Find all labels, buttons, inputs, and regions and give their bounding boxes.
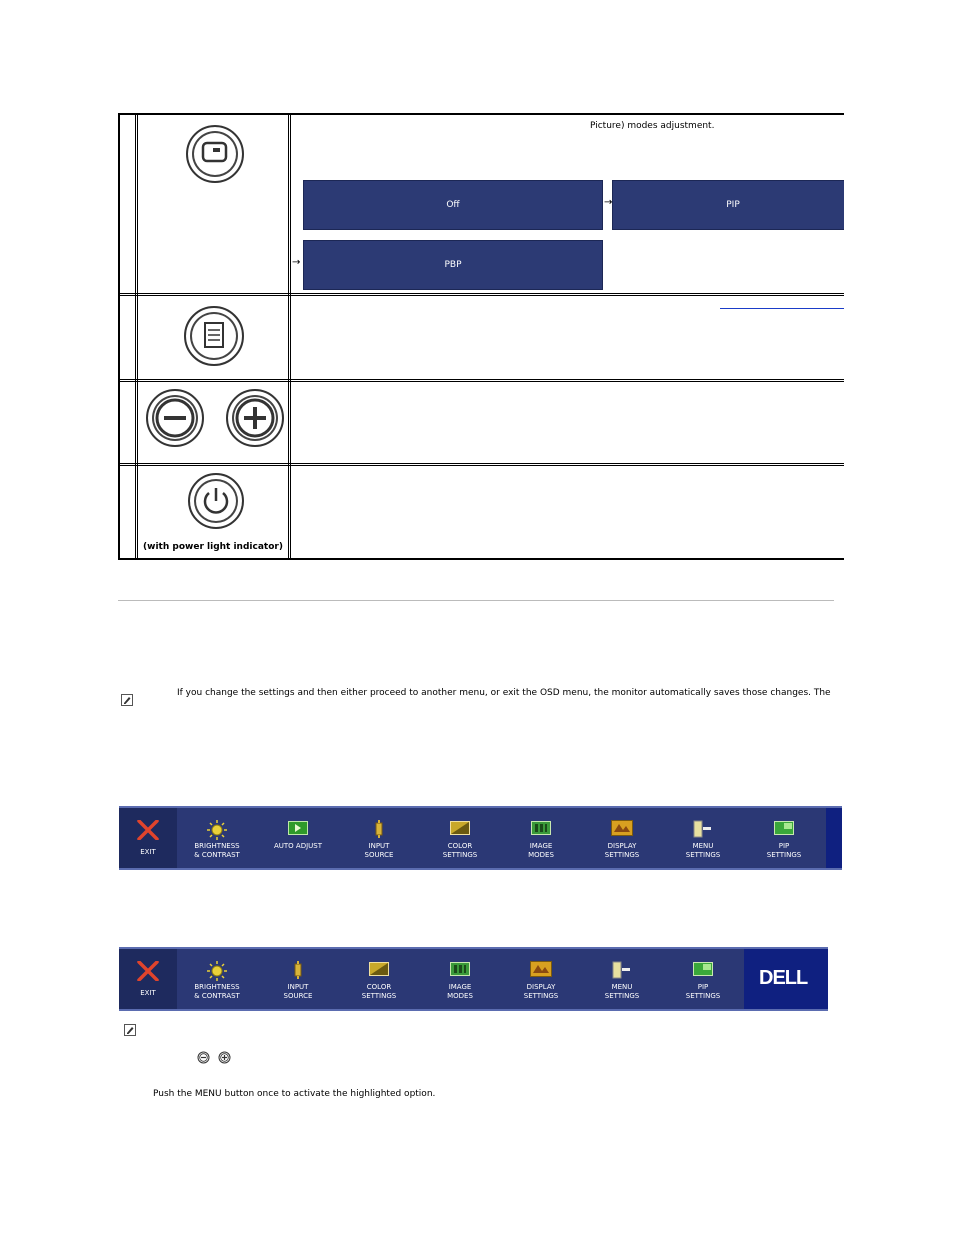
display-settings-icon xyxy=(530,961,552,981)
arrow-icon: → xyxy=(292,257,301,268)
pip-settings-icon xyxy=(774,820,794,839)
osd-item-label: INPUT SOURCE xyxy=(364,842,394,859)
pip-settings-icon xyxy=(693,961,713,980)
auto-adjust-icon xyxy=(288,820,308,839)
pip-mode-off-label: Off xyxy=(446,200,460,210)
osd-item-brightness-contrast[interactable] xyxy=(178,808,256,868)
power-button xyxy=(188,473,244,529)
buttons-table xyxy=(118,113,844,560)
osd-item-input-source[interactable] xyxy=(259,949,337,1009)
menu-settings-icon xyxy=(612,961,632,983)
osd-item-menu-settings[interactable] xyxy=(583,949,661,1009)
osd-item-label: IMAGE MODES xyxy=(528,842,554,859)
osd-item-label: BRIGHTNESS & CONTRAST xyxy=(194,842,240,859)
arrow-icon: → xyxy=(604,197,613,208)
osd-item-label: EXIT xyxy=(140,848,156,856)
row-divider xyxy=(120,465,844,466)
pip-mode-off xyxy=(303,180,603,230)
osd-item-brightness-contrast[interactable] xyxy=(178,949,256,1009)
osd-item-pip-settings[interactable] xyxy=(664,949,742,1009)
column-divider xyxy=(135,115,136,558)
dell-logo: DELL xyxy=(759,967,808,989)
osd-item-display-settings[interactable] xyxy=(583,808,661,868)
osd-item-label: AUTO ADJUST xyxy=(273,842,322,850)
column-divider xyxy=(290,115,291,558)
power-caption: (with power light indicator) xyxy=(143,542,283,552)
osd-item-label: INPUT SOURCE xyxy=(283,983,313,1000)
pip-mode-pbp-label: PBP xyxy=(444,260,462,270)
osd-item-input-source[interactable] xyxy=(340,808,418,868)
osd-main-menu-bar xyxy=(119,806,842,870)
image-modes-icon xyxy=(531,820,551,839)
osd-item-label: DISPLAY SETTINGS xyxy=(523,983,559,1000)
osd-item-label: EXIT xyxy=(140,989,156,997)
instruction-text: Push the MENU button once to activate the highlighted option. xyxy=(153,1089,436,1099)
row-divider xyxy=(120,293,844,294)
osd-item-label: MENU SETTINGS xyxy=(685,842,721,859)
color-settings-icon xyxy=(450,820,470,839)
power-icon xyxy=(190,475,242,527)
osd-item-label: DISPLAY SETTINGS xyxy=(604,842,640,859)
row-divider xyxy=(120,295,844,296)
osd-item-label: MENU SETTINGS xyxy=(604,983,640,1000)
osd-item-label: PIP SETTINGS xyxy=(766,842,802,859)
note-text: If you change the settings and then either proceed to another menu, or exit the OSD menu, the monitor automatically saves those changes. The xyxy=(177,688,831,698)
pip-mode-pbp xyxy=(303,240,603,290)
section-divider xyxy=(118,600,834,601)
menu-settings-icon xyxy=(693,820,713,842)
menu-button xyxy=(184,306,244,366)
note-pencil-icon xyxy=(121,694,133,706)
plus-icon-small xyxy=(218,1051,231,1064)
column-divider xyxy=(288,115,289,558)
osd-item-image-modes[interactable] xyxy=(502,808,580,868)
osd-item-label: COLOR SETTINGS xyxy=(361,983,397,1000)
osd-item-label: BRIGHTNESS & CONTRAST xyxy=(194,983,240,1000)
dell-logo-area xyxy=(826,808,842,868)
osd-item-color-settings[interactable] xyxy=(340,949,418,1009)
brightness-icon xyxy=(206,961,228,985)
pip-button xyxy=(186,125,244,183)
color-settings-icon xyxy=(369,961,389,980)
brightness-icon xyxy=(206,820,228,844)
osd-main-menu-bar-alt xyxy=(119,947,828,1011)
minus-icon-small xyxy=(197,1051,210,1064)
osd-item-label: IMAGE MODES xyxy=(447,983,473,1000)
display-settings-icon xyxy=(611,820,633,840)
osd-item-color-settings[interactable] xyxy=(421,808,499,868)
row-divider xyxy=(120,463,844,464)
pip-icon xyxy=(188,127,242,181)
row-divider xyxy=(120,381,844,382)
pip-mode-pip xyxy=(612,180,844,230)
osd-item-image-modes[interactable] xyxy=(421,949,499,1009)
osd-item-menu-settings[interactable] xyxy=(664,808,742,868)
column-divider xyxy=(137,115,138,558)
menu-icon xyxy=(186,308,242,364)
dell-logo-area xyxy=(744,949,828,1009)
osd-item-auto-adjust[interactable] xyxy=(259,808,337,868)
image-modes-icon xyxy=(450,961,470,980)
minus-button xyxy=(146,389,204,447)
osd-item-label: PIP SETTINGS xyxy=(685,983,721,1000)
pip-mode-pip-label: PIP xyxy=(726,200,740,210)
plus-icon xyxy=(228,391,282,445)
input-source-icon xyxy=(293,961,303,983)
exit-x-icon xyxy=(137,961,159,985)
link-underline[interactable] xyxy=(720,308,844,309)
osd-item-exit[interactable] xyxy=(119,949,187,1009)
osd-item-label: COLOR SETTINGS xyxy=(442,842,478,859)
osd-item-pip-settings[interactable] xyxy=(745,808,823,868)
exit-x-icon xyxy=(137,820,159,844)
osd-item-display-settings[interactable] xyxy=(502,949,580,1009)
plus-button xyxy=(226,389,284,447)
row-divider xyxy=(120,379,844,380)
note-pencil-icon xyxy=(124,1024,136,1036)
pip-description: Picture) modes adjustment. xyxy=(590,121,715,131)
minus-icon xyxy=(148,391,202,445)
input-source-icon xyxy=(374,820,384,842)
osd-item-exit[interactable] xyxy=(119,808,187,868)
